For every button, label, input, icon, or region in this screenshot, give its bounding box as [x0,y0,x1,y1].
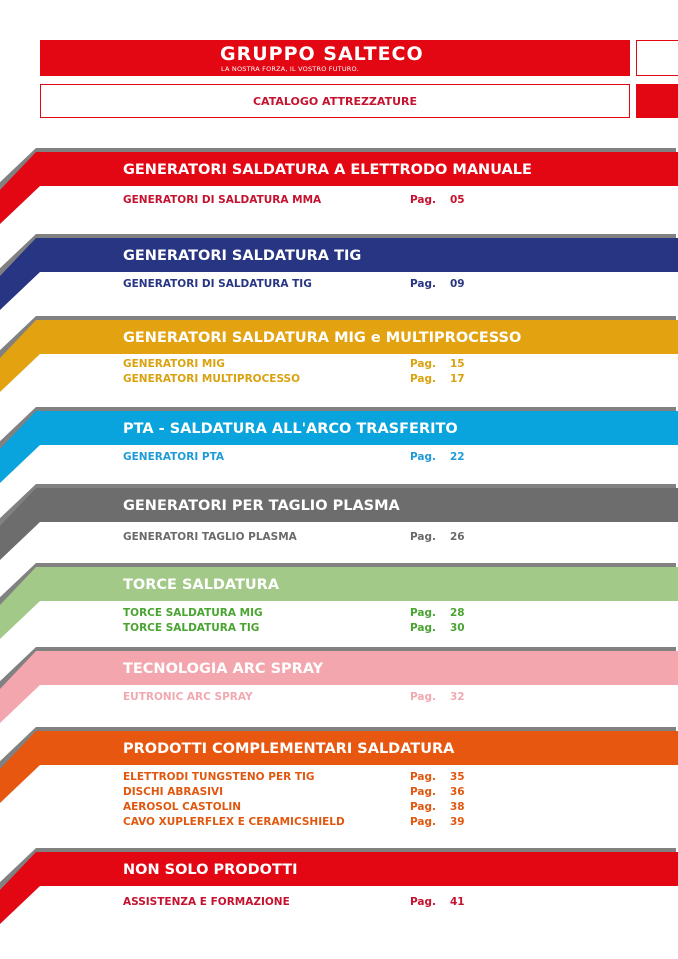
toc-entry-page-number: 35 [450,771,465,783]
section-ribbon [0,148,678,228]
toc-entry-page-label: Pag. [410,194,437,206]
toc-entry-name: DISCHI ABRASIVI [123,786,224,798]
toc-entry-page-label: Pag. [410,622,437,634]
toc-entry-page-label: Pag. [410,607,437,619]
section-title: PRODOTTI COMPLEMENTARI SALDATURA [123,741,455,757]
header-side-box [636,40,678,76]
section-ribbon [0,727,678,807]
toc-entry-name: GENERATORI PTA [123,451,225,463]
toc-entry-name: ELETTRODI TUNGSTENO PER TIG [123,771,315,783]
toc-entry-page-number: 36 [450,786,465,798]
toc-entry-name: GENERATORI DI SALDATURA MMA [123,194,322,206]
toc-entry-page-number: 15 [450,358,465,370]
toc-entry-name: EUTRONIC ARC SPRAY [123,691,253,703]
toc-entry-name: GENERATORI DI SALDATURA TIG [123,278,312,290]
toc-entry-page-number: 05 [450,194,465,206]
toc-entry-page-number: 41 [450,896,465,908]
section-title: GENERATORI SALDATURA TIG [123,248,362,264]
toc-entry-name: GENERATORI MIG [123,358,225,370]
toc-entry-page-label: Pag. [410,896,437,908]
toc-entry-page-label: Pag. [410,373,437,385]
toc-entry-page-label: Pag. [410,278,437,290]
toc-entry-name: AEROSOL CASTOLIN [123,801,242,813]
section-title: TECNOLOGIA ARC SPRAY [123,661,324,677]
toc-entry-page-label: Pag. [410,531,437,543]
catalog-side-block [636,84,678,118]
toc-entry-page-number: 30 [450,622,465,634]
toc-entry-name: GENERATORI TAGLIO PLASMA [123,531,297,543]
toc-entry-page-label: Pag. [410,786,437,798]
toc-entry-name: TORCE SALDATURA MIG [123,607,263,619]
toc-entry-page-label: Pag. [410,358,437,370]
toc-entry-name: GENERATORI MULTIPROCESSO [123,373,301,385]
section-ribbon [0,316,678,396]
toc-entry-page-number: 17 [450,373,465,385]
toc-entry-page-number: 26 [450,531,465,543]
toc-entry-page-number: 39 [450,816,465,828]
section-title: PTA - SALDATURA ALL'ARCO TRASFERITO [123,421,458,437]
section-ribbon [0,848,678,928]
section-title: NON SOLO PRODOTTI [123,862,298,878]
section-ribbon [0,484,678,564]
toc-entry-name: TORCE SALDATURA TIG [123,622,260,634]
toc-entry-page-number: 28 [450,607,465,619]
toc-entry-name: CAVO XUPLERFLEX E CERAMICSHIELD [123,816,345,828]
section-title: GENERATORI SALDATURA MIG e MULTIPROCESSO [123,330,522,346]
toc-entry-page-number: 38 [450,801,465,813]
section-title: GENERATORI SALDATURA A ELETTRODO MANUALE [123,162,532,178]
toc-entry-page-label: Pag. [410,801,437,813]
toc-entry-name: ASSISTENZA E FORMAZIONE [123,896,290,908]
toc-entry-page-number: 09 [450,278,465,290]
section-ribbon [0,647,678,727]
section-ribbon [0,234,678,314]
section-title: TORCE SALDATURA [123,577,280,593]
company-logo: GRUPPO SALTECO [220,43,424,65]
toc-entry-page-label: Pag. [410,691,437,703]
company-tagline: LA NOSTRA FORZA, IL VOSTRO FUTURO. [221,65,359,73]
toc-entry-page-label: Pag. [410,451,437,463]
toc-entry-page-label: Pag. [410,816,437,828]
catalog-title-box [40,84,630,118]
catalog-title: CATALOGO ATTREZZATURE [252,95,417,108]
toc-entry-page-number: 32 [450,691,465,703]
toc-entry-page-label: Pag. [410,771,437,783]
section-ribbon [0,563,678,643]
toc-entry-page-number: 22 [450,451,465,463]
section-ribbon [0,407,678,487]
section-title: GENERATORI PER TAGLIO PLASMA [123,498,400,514]
